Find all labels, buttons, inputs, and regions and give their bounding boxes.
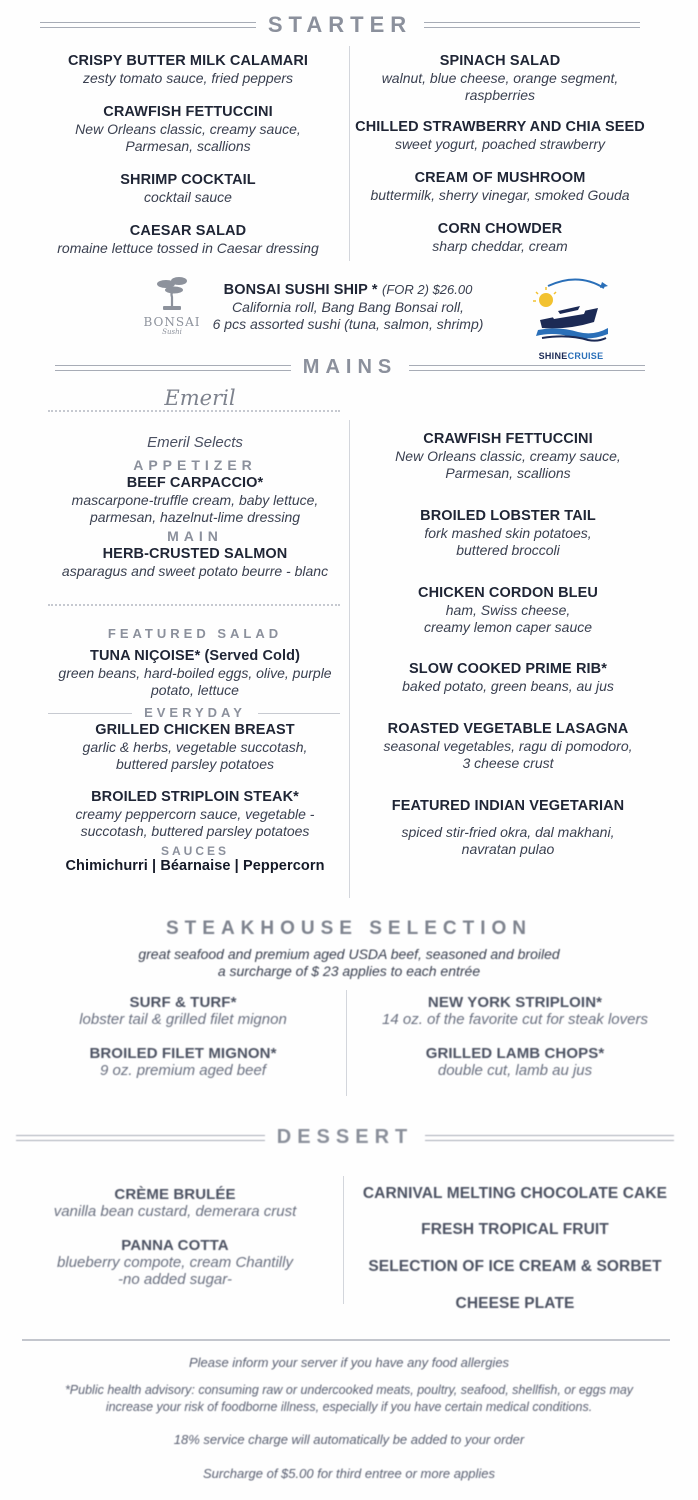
heading-rule <box>55 365 291 371</box>
item-description: sharp cheddar, cream <box>432 238 568 254</box>
item-description: creamy peppercorn sauce, vegetable - <box>75 806 315 822</box>
starter-right-column <box>352 53 648 255</box>
menu-item <box>358 585 658 636</box>
item-description: lobster tail & grilled filet mignon <box>79 1011 287 1028</box>
item-description: romaine lettuce tossed in Caesar dressing <box>57 240 319 256</box>
sauces-list: Chimichurri | Béarnaise | Peppercorn <box>65 858 325 874</box>
surcharge-note: Surcharge of $5.00 for third entree or more applies <box>203 1466 495 1481</box>
item-description: parmesan, hazelnut-lime dressing <box>89 509 301 525</box>
mains-heading-text: MAINS <box>302 356 398 378</box>
steakhouse-surcharge: a surcharge of $ 23 applies to each entrée <box>217 963 481 979</box>
mains-left-column <box>40 434 350 580</box>
item-description: buttered parsley potatoes <box>116 756 274 772</box>
item-description: potato, lettuce <box>151 682 239 698</box>
steakhouse-heading <box>0 918 698 980</box>
heading-rule <box>425 1135 674 1141</box>
bonsai-sushi-ship-item <box>202 281 494 333</box>
sauces-subhead: SAUCES <box>160 844 229 858</box>
item-description: 9 oz. premium aged beef <box>100 1062 266 1079</box>
item-description: Parmesan, scallions <box>445 465 571 481</box>
item-title: CRAWFISH FETTUCCINI <box>423 431 593 447</box>
dessert-left-column <box>20 1186 330 1288</box>
item-description: Parmesan, scallions <box>125 138 251 154</box>
item-title: ROASTED VEGETABLE LASAGNA <box>387 721 629 737</box>
menu-item <box>352 170 648 204</box>
item-title: BONSAI SUSHI SHIP * <box>223 282 378 298</box>
menu-item <box>352 119 648 153</box>
bonsai-logo-text: BONSAI <box>143 315 201 329</box>
item-description: creamy lemon caper sauce <box>423 619 593 635</box>
health-advisory: increase your risk of foodborne illness, especially if you have certain medical conditions. <box>105 1400 593 1414</box>
bonsai-logo <box>140 275 204 336</box>
main-subhead: MAIN <box>167 528 223 544</box>
mains-right-column <box>358 431 658 858</box>
item-title: CHILLED STRAWBERRY AND CHIA SEED <box>355 119 645 135</box>
column-divider <box>346 990 347 1096</box>
item-description: garlic & herbs, vegetable succotash, <box>82 739 308 755</box>
footer-rule <box>22 1339 670 1341</box>
item-title: SELECTION OF ICE CREAM & SORBET <box>368 1258 662 1275</box>
steakhouse-heading-text: STEAKHOUSE SELECTION <box>166 918 532 939</box>
steakhouse-intro: great seafood and premium aged USDA beef, seasoned and broiled <box>138 946 560 962</box>
steakhouse-right-column <box>355 994 675 1079</box>
item-description: buttermilk, sherry vinegar, smoked Gouda <box>370 187 630 203</box>
item-title: CAESAR SALAD <box>129 223 247 239</box>
menu-item <box>358 798 658 858</box>
shine-cruise-logo <box>528 274 614 364</box>
item-title: SPINACH SALAD <box>439 53 561 69</box>
item-title: FEATURED INDIAN VEGETARIAN <box>391 798 625 814</box>
item-title: CARNIVAL MELTING CHOCOLATE CAKE <box>362 1185 668 1202</box>
item-description: green beans, hard-boiled eggs, olive, purple <box>58 665 332 681</box>
footer-notes <box>0 1354 698 1482</box>
item-title: HERB-CRUSTED SALMON <box>102 546 288 562</box>
item-description: New Orleans classic, creamy sauce, <box>75 121 301 137</box>
item-title: CORN CHOWDER <box>437 221 563 237</box>
item-title: CREAM OF MUSHROOM <box>414 170 586 186</box>
everyday-section <box>40 705 350 875</box>
item-description: California roll, Bang Bang Bonsai roll, <box>232 299 464 315</box>
item-description: buttered broccoli <box>456 542 560 558</box>
item-description: baked potato, green beans, au jus <box>402 678 614 694</box>
item-description: navratan pulao <box>461 841 555 857</box>
allergy-note: Please inform your server if you have any food allergies <box>188 1355 510 1370</box>
item-description: fork mashed skin potatoes, <box>424 525 592 541</box>
item-description: asparagus and sweet potato beurre - blanc <box>61 563 329 579</box>
heading-rule <box>16 1135 265 1141</box>
dessert-heading <box>16 1126 674 1149</box>
item-title: PANNA COTTA <box>121 1237 229 1254</box>
item-description: mascarpone-truffle cream, baby lettuce, <box>71 492 319 508</box>
everyday-subhead: EVERYDAY <box>144 705 246 720</box>
dessert-right-column <box>350 1185 680 1312</box>
item-title: SLOW COOKED PRIME RIB* <box>409 661 607 677</box>
emeril-selects-label: Emeril Selects <box>147 434 243 451</box>
item-price: (FOR 2) $26.00 <box>382 282 473 297</box>
menu-item <box>358 431 658 482</box>
menu-item <box>358 508 658 559</box>
heading-rule <box>40 22 256 28</box>
heading-rule <box>409 365 645 371</box>
column-divider <box>349 46 350 261</box>
bonsai-tree-icon <box>152 275 192 311</box>
item-description: vanilla bean custard, demerara crust <box>53 1203 297 1220</box>
item-title: CRISPY BUTTER MILK CALAMARI <box>67 53 309 69</box>
starter-left-column <box>40 53 336 257</box>
item-description: spiced stir-fried okra, dal makhani, <box>401 824 615 840</box>
dotted-rule <box>48 604 340 606</box>
item-title: GRILLED CHICKEN BREAST <box>95 722 295 738</box>
bonsai-logo-subtext: Sushi <box>162 328 182 336</box>
menu-item <box>40 172 336 206</box>
item-description: 6 pcs assorted sushi (tuna, salmon, shrimp) <box>212 316 484 332</box>
item-description: New Orleans classic, creamy sauce, <box>395 448 621 464</box>
menu-item <box>352 221 648 255</box>
item-description: zesty tomato sauce, fried peppers <box>82 70 294 86</box>
item-title: CHICKEN CORDON BLEU <box>418 585 598 601</box>
appetizer-subhead: APPETIZER <box>133 457 257 473</box>
steakhouse-left-column <box>30 994 336 1079</box>
item-title: SHRIMP COCKTAIL <box>120 172 256 188</box>
starter-heading-text: STARTER <box>267 12 413 37</box>
item-title: CHEESE PLATE <box>455 1295 575 1312</box>
cruise-word: CRUISE <box>567 351 604 361</box>
item-description: seasonal vegetables, ragu di pomodoro, <box>383 738 633 754</box>
item-title: BROILED FILET MIGNON* <box>89 1045 277 1062</box>
service-charge-note: 18% service charge will automatically be added to your order <box>173 1432 525 1447</box>
mains-left-column-lower <box>40 626 350 699</box>
emeril-script-logo: Emeril <box>160 386 240 410</box>
cruise-ship-icon <box>528 274 614 346</box>
item-description: 14 oz. of the favorite cut for steak lovers <box>382 1011 648 1028</box>
health-advisory: *Public health advisory: consuming raw or undercooked meats, poultry, seafood, shellfish, or eggs may <box>64 1383 634 1397</box>
menu-item <box>40 223 336 257</box>
item-title: GRILLED LAMB CHOPS* <box>425 1045 605 1062</box>
column-divider <box>343 1176 344 1304</box>
item-description: sweet yogurt, poached strawberry <box>394 136 606 152</box>
item-description: blueberry compote, cream Chantilly <box>57 1254 293 1271</box>
item-title: TUNA NIÇOISE* (Served Cold) <box>89 648 301 664</box>
item-title: CRAWFISH FETTUCCINI <box>103 104 273 120</box>
item-title: SURF & TURF* <box>129 994 237 1011</box>
heading-rule <box>424 22 640 28</box>
menu-item <box>358 721 658 772</box>
dessert-heading-text: DESSERT <box>276 1126 414 1148</box>
item-description: walnut, blue cheese, orange segment, <box>381 70 619 86</box>
menu-item <box>358 661 658 695</box>
item-description: double cut, lamb au jus <box>437 1062 593 1079</box>
mains-heading <box>55 356 645 379</box>
item-description: succotash, buttered parsley potatoes <box>80 823 310 839</box>
item-title: BROILED LOBSTER TAIL <box>420 508 596 524</box>
item-description: raspberries <box>464 87 536 103</box>
starter-heading <box>40 12 640 38</box>
item-title: NEW YORK STRIPLOIN* <box>427 994 603 1011</box>
featured-salad-subhead: FEATURED SALAD <box>107 626 283 641</box>
item-description: cocktail sauce <box>144 189 232 205</box>
item-title: BEEF CARPACCIO* <box>126 475 264 491</box>
item-description: -no added sugar- <box>118 1271 232 1288</box>
shine-word: SHINE <box>538 351 568 361</box>
menu-item <box>352 53 648 104</box>
item-title: CRÈME BRULÉE <box>114 1186 236 1203</box>
item-description: 3 cheese crust <box>462 755 554 771</box>
item-title: FRESH TROPICAL FRUIT <box>421 1221 609 1238</box>
menu-item <box>40 104 336 155</box>
dotted-rule <box>48 410 340 412</box>
menu-item <box>40 53 336 87</box>
item-description: ham, Swiss cheese, <box>445 602 571 618</box>
item-title: BROILED STRIPLOIN STEAK* <box>91 789 299 805</box>
